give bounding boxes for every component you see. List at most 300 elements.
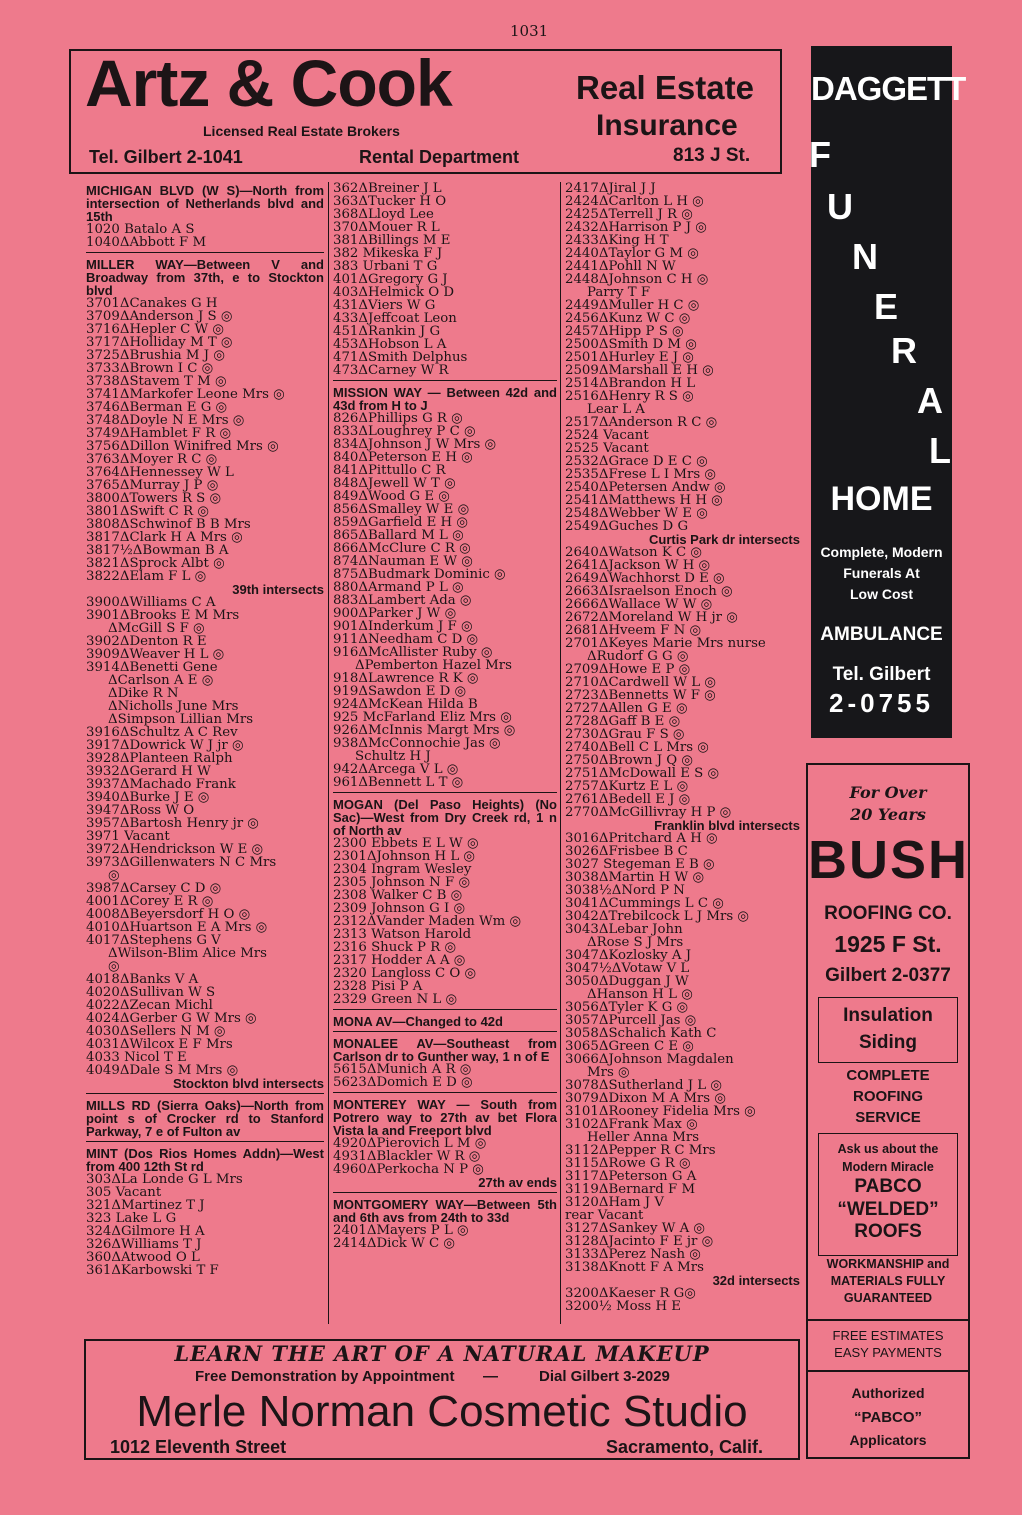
listing-entry: 2514ΔBrandon H L (565, 376, 696, 391)
section-divider (333, 1192, 557, 1193)
listing-entry: 2441ΔPohll N W (565, 259, 676, 274)
listing-entry: 2770ΔMcGillivray H P ◎ (565, 805, 732, 820)
listing-entry: 4008ΔBeyersdorf H O ◎ (86, 907, 251, 922)
listing-entry: 2417ΔJiral J J (565, 181, 656, 196)
listing-entry: 383 Urbani T G (333, 259, 438, 274)
listing-entry: 866ΔMcClure C R ◎ (333, 541, 471, 556)
listing-entry: 3079ΔDixon M A Mrs ◎ (565, 1091, 726, 1106)
listing-entry: 859ΔGarfield E H ◎ (333, 515, 468, 530)
listing-entry: 4931ΔBlackler W R ◎ (333, 1149, 481, 1164)
daggett-home: HOME (830, 480, 933, 518)
listing-entry: 3748ΔDoyle N E Mrs ◎ (86, 413, 245, 428)
listing-entry: 3821ΔSprock Albt ◎ (86, 556, 225, 571)
listing-entry: 938ΔMcConnochie Jas ◎ (333, 736, 501, 751)
listing-entry: 3128ΔJacinto F E jr ◎ (565, 1234, 714, 1249)
intersection-note: Stockton blvd intersects (173, 1076, 324, 1091)
listing-entry: ΔRudorf G G ◎ (587, 649, 689, 664)
listing-entry: 3057ΔPurcell Jas ◎ (565, 1013, 697, 1028)
section-divider (86, 1093, 324, 1094)
listing-entry: 3038½ΔNord P N (565, 883, 685, 898)
street-heading: MONALEE AV—Southeast from Carlson dr to Gunther way, 1 n of E (333, 1036, 557, 1064)
listing-entry: 2672ΔMoreland W H jr ◎ (565, 610, 738, 625)
funeral-letter: R (891, 330, 917, 371)
listing-entry: 3200ΔKaeser R G◎ (565, 1286, 696, 1301)
listing-entry: 303ΔLa Londe G L Mrs (86, 1172, 243, 1187)
listing-entry: 471ΔSmith Delphus (333, 350, 468, 365)
listing-entry: 3928ΔPlanteen Ralph (86, 751, 233, 766)
listing-entry: 875ΔBudmark Dominic ◎ (333, 567, 506, 582)
listing-entry: 363ΔTucker H O (333, 194, 447, 209)
insurance: Insurance (596, 109, 738, 142)
listing-entry: 382 Mikeska F J (333, 246, 443, 261)
intersection-note: 27th av ends (478, 1175, 557, 1190)
bush-ask: Modern Miracle (842, 1160, 934, 1174)
bush-name: BUSH (808, 830, 970, 890)
listing-entry: 3971 Vacant (86, 829, 170, 844)
listing-entry: Mrs ◎ (587, 1065, 630, 1080)
listing-entry: 2728ΔGaff B E ◎ (565, 714, 681, 729)
listing-entry: 3065ΔGreen C E ◎ (565, 1039, 694, 1054)
listing-entry: 4018ΔBanks V A (86, 972, 199, 987)
listing-entry: 3200½ Moss H E (565, 1299, 681, 1314)
listing-entry: ΔMcGill S F ◎ (108, 621, 205, 636)
listing-entry: 3038ΔMartin H W ◎ (565, 870, 705, 885)
bush-workmanship: WORKMANSHIP and (826, 1257, 950, 1271)
listing-entry: 431ΔViers W G (333, 298, 436, 313)
listing-entry: 3957ΔBartosh Henry jr ◎ (86, 816, 259, 831)
listing-entry: 3709ΔAnderson J S ◎ (86, 309, 233, 324)
listing-entry: 2448ΔJohnson C H ◎ (565, 272, 709, 287)
listing-entry: 323 Lake L G (86, 1211, 177, 1226)
listing-entry: 368ΔLloyd Lee (333, 207, 434, 222)
listing-entry: 2532ΔGrace D E C ◎ (565, 454, 708, 469)
artz-cook-logo: Artz & Cook (85, 46, 452, 120)
listing-entry: 4020ΔSullivan W S (86, 985, 216, 1000)
street-heading: MOGAN (Del Paso Heights) (No Sac)—West from Dry Creek rd, 1 n of North av (333, 797, 557, 838)
listing-entry: 3026ΔFrisbee B C (565, 844, 688, 859)
listing-entry: 2313 Watson Harold (333, 927, 472, 942)
listing-entry: 473ΔCarney W R (333, 363, 449, 378)
listing-entry: 3756ΔDillon Winifred Mrs ◎ (86, 439, 279, 454)
listing-entry: 3047½ΔVotaw V L (565, 961, 690, 976)
listing-entry: 834ΔJohnson J W Mrs ◎ (333, 437, 497, 452)
merle-learn: LEARN THE ART OF A NATURAL MAKEUP (174, 1341, 710, 1366)
listing-entry: Lear L A (587, 402, 645, 417)
listing-entry: 2304 Ingram Wesley (333, 862, 472, 877)
listing-entry: 2740ΔBell C L Mrs ◎ (565, 740, 709, 755)
listing-entry: 5623ΔDomich E D ◎ (333, 1075, 473, 1090)
listing-entry: ΔRose S J Mrs (587, 935, 684, 950)
listing-entry: 841ΔPittullo C R (333, 463, 446, 478)
daggett-name: DAGGETT (811, 70, 966, 107)
bush-pabco: ROOFS (854, 1221, 922, 1242)
listing-entry: 961ΔBennett L T ◎ (333, 775, 464, 790)
merle-street: 1012 Eleventh Street (110, 1437, 287, 1457)
artz-cook-ad (69, 46, 782, 174)
listing-entry: ΔSimpson Lillian Mrs (108, 712, 254, 727)
listing-entry: 3808ΔSchwinof B B Mrs (86, 517, 251, 532)
intersection-note: Franklin blvd intersects (654, 818, 800, 833)
funeral-letter: L (929, 430, 951, 471)
listing-entry: 2649ΔWachhorst D E ◎ (565, 571, 725, 586)
listing-entry: 381ΔBillings M E (333, 233, 451, 248)
section-divider (333, 1009, 557, 1010)
listing-entry: 1020 Batalo A S (86, 222, 195, 237)
listing-entry: 900ΔParker J W ◎ (333, 606, 457, 621)
listing-entry: 3917ΔDowrick W J jr ◎ (86, 738, 244, 753)
listing-entry: 3102ΔFrank Max ◎ (565, 1117, 698, 1132)
listing-entry: 3050ΔDuggan J W (565, 974, 689, 989)
listing-entry: 3117ΔPeterson G A (565, 1169, 697, 1184)
bush-roofing-ad (806, 763, 970, 1459)
listing-entry: 4022ΔZecan Michl (86, 998, 213, 1013)
listing-entry: 3701ΔCanakes G H (86, 296, 218, 311)
listing-entry: 4033 Nicol T E (86, 1050, 187, 1065)
listing-entry: 2541ΔMatthews H H ◎ (565, 493, 723, 508)
listing-entry: 2308 Walker C B ◎ (333, 888, 463, 903)
street-heading: MINT (Dos Rios Homes Addn)—West from 400 12th St rd (86, 1146, 324, 1174)
listing-entry: 2432ΔHarrison P J ◎ (565, 220, 707, 235)
listing-entry: 3972ΔHendrickson W E ◎ (86, 842, 264, 857)
listing-entry: 2440ΔTaylor G M ◎ (565, 246, 699, 261)
listing-entry: 3763ΔMoyer R C ◎ (86, 452, 218, 467)
listing-entry: 403ΔHelmick O D (333, 285, 455, 300)
listing-entry: 3901ΔBrooks E M Mrs (86, 608, 240, 623)
bush-authorized: Applicators (849, 1432, 927, 1448)
bush-phone: Gilbert 2-0377 (825, 965, 951, 986)
listing-entry: ΔWilson-Blim Alice Mrs (108, 946, 267, 961)
intersection-note: Curtis Park dr intersects (648, 532, 800, 547)
listing-entry: ΔNicholls June Mrs (108, 699, 239, 714)
listing-entry: 2540ΔPetersen Andw ◎ (565, 480, 726, 495)
divider (808, 1370, 968, 1372)
listing-entry: 2524 Vacant (565, 428, 649, 443)
listing-entry: 3937ΔMachado Frank (86, 777, 236, 792)
listing-entry: 2640ΔWatson K C ◎ (565, 545, 703, 560)
merle-city: Sacramento, Calif. (606, 1437, 764, 1457)
listing-entry: 3042ΔTrebilcock L J Mrs ◎ (565, 909, 749, 924)
listing-entry: 4049ΔDale S M Mrs ◎ (86, 1063, 239, 1078)
artz-address: 813 J St. (673, 145, 751, 166)
listing-entry: 3902ΔDenton R E (86, 634, 207, 649)
listing-entry: 2457ΔHipp P S ◎ (565, 324, 684, 339)
listing-entry: 924ΔMcKean Hilda B (333, 697, 478, 712)
listing-entry: 2666ΔWallace W W ◎ (565, 597, 713, 612)
bush-for-over: For Over (849, 783, 927, 802)
merle-demo: Free Demonstration by Appointment (195, 1368, 455, 1385)
listing-entry: 2757ΔKurtz E L ◎ (565, 779, 689, 794)
listing-entry: 2710ΔCardwell W L ◎ (565, 675, 716, 690)
listing-entry: 4960ΔPerkocha N P ◎ (333, 1162, 484, 1177)
listing-entry: 1040ΔAbbott F M (86, 235, 207, 250)
section-divider (333, 380, 557, 381)
listing-entry: 3817ΔClark H A Mrs ◎ (86, 530, 243, 545)
listing-entry: 3749ΔHamblet F R ◎ (86, 426, 232, 441)
listing-entry: 3765ΔMurray J P ◎ (86, 478, 219, 493)
listing-entry: 2300 Ebbets E L W ◎ (333, 836, 479, 851)
daggett-ambulance: AMBULANCE (820, 624, 943, 645)
listing-entry: 2320 Langloss C O ◎ (333, 966, 477, 981)
listing-entry: 2316 Shuck P R ◎ (333, 940, 457, 955)
listing-entry: 3133ΔPerez Nash ◎ (565, 1247, 701, 1262)
listing-entry: 2751ΔMcDowall E S ◎ (565, 766, 720, 781)
listing-entry: rear Vacant (565, 1208, 644, 1223)
listing-entry: 3041ΔCummings L C ◎ (565, 896, 724, 911)
listing-entry: 4024ΔGerber G W Mrs ◎ (86, 1011, 257, 1026)
street-heading: MILLS RD (Sierra Oaks)—North from point s of Crocker rd to Stanford Parkway, 7 e of Fulton av (86, 1098, 324, 1139)
bush-free: FREE ESTIMATES (832, 1328, 944, 1343)
listing-entry: 3101ΔRooney Fidelia Mrs ◎ (565, 1104, 756, 1119)
merle-dash: — (483, 1368, 498, 1385)
listing-entry: 321ΔMartinez T J (86, 1198, 205, 1213)
listing-entry: 3738ΔStavem T M ◎ (86, 374, 227, 389)
bush-free: EASY PAYMENTS (834, 1345, 942, 1360)
listing-entry: 2312ΔVander Maden Wm ◎ (333, 914, 522, 929)
listing-entry: 3120ΔHam J V (565, 1195, 664, 1210)
listing-entry: 2727ΔAllen G E ◎ (565, 701, 688, 716)
merle-norman-ad (84, 1339, 800, 1460)
listing-entry: 2305 Johnson N F ◎ (333, 875, 471, 890)
section-divider (333, 1031, 557, 1032)
listing-entry: ◎ (108, 868, 120, 883)
listing-entry: 925 McFarland Eliz Mrs ◎ (333, 710, 512, 725)
listing-entry: 4920ΔPierovich L M ◎ (333, 1136, 487, 1151)
listing-entry: 361ΔKarbowski T F (86, 1263, 219, 1278)
listing-entry: ΔDike R N (108, 686, 179, 701)
listing-entry: 2424ΔCarlton L H ◎ (565, 194, 704, 209)
listing-entry: 2535ΔFrese L I Mrs ◎ (565, 467, 716, 482)
listing-entry: 3119ΔBernard F M (565, 1182, 696, 1197)
intersection-note: 39th intersects (232, 582, 324, 597)
listing-entry: 3822ΔElam F L ◎ (86, 569, 207, 584)
listing-entry: 4010ΔHuartson E A Mrs ◎ (86, 920, 268, 935)
daggett-line: Complete, Modern (820, 544, 943, 560)
listing-entry: 2701ΔKeyes Marie Mrs nurse (565, 636, 766, 651)
listing-entry: 3733ΔBrown I C ◎ (86, 361, 214, 376)
real-estate: Real Estate (576, 69, 754, 106)
listing-entry: 3066ΔJohnson Magdalen (565, 1052, 734, 1067)
listing-entry: 874ΔNauman E W ◎ (333, 554, 473, 569)
funeral-letter: U (827, 186, 853, 227)
section-divider (86, 252, 324, 253)
listing-entry: 3764ΔHennessey W L (86, 465, 234, 480)
listing-entry: ΔPemberton Hazel Mrs (355, 658, 512, 673)
bush-complete: SERVICE (855, 1109, 921, 1126)
listing-entry: 2449ΔMuller H C ◎ (565, 298, 700, 313)
street-heading: MONA AV—Changed to 42d (333, 1014, 503, 1029)
listing-entry: Parry T F (587, 285, 651, 300)
listing-entry: 370ΔMouer R L (333, 220, 440, 235)
daggett-line: Funerals At (843, 565, 920, 581)
listing-entry: 2548ΔWebber W E ◎ (565, 506, 708, 521)
listing-entry: 918ΔLawrence R K ◎ (333, 671, 479, 686)
bush-years: 20 Years (850, 805, 926, 824)
listing-entry: 362ΔBreiner J L (333, 181, 442, 196)
listing-entry: 848ΔJewell W T ◎ (333, 476, 456, 491)
listing-entry: 916ΔMcAllister Ruby ◎ (333, 645, 493, 660)
listing-entry: 833ΔLoughrey P C ◎ (333, 424, 476, 439)
listing-entry: 911ΔNeedham C D ◎ (333, 632, 479, 647)
listing-entry: 305 Vacant (86, 1185, 162, 1200)
listing-entry: 3817½ΔBowman B A (86, 543, 229, 558)
street-heading: MONTEREY WAY — South from Potrero way to 27th av bet Flora Vista la and Freeport blvd (333, 1097, 557, 1138)
daggett-line: Low Cost (850, 586, 913, 602)
street-heading: MONTGOMERY WAY—Between 5th and 6th avs from 24th to 33d (333, 1197, 557, 1225)
bush-pabco: PABCO (854, 1176, 922, 1197)
directory-column-2 (333, 182, 557, 1250)
listing-entry: ΔCarlson A E ◎ (108, 673, 214, 688)
listing-entry: 4030ΔSellers N M ◎ (86, 1024, 226, 1039)
street-heading: MILLER WAY—Between V and Broadway from 37th, e to Stockton blvd (86, 257, 324, 298)
bush-siding: Siding (858, 1032, 918, 1053)
daggett-funeral-ad (809, 46, 966, 738)
listing-entry: 919ΔSawdon E D ◎ (333, 684, 467, 699)
rental-department: Rental Department (359, 147, 520, 167)
column-rule (560, 182, 561, 1324)
listing-entry: 2329 Green N L ◎ (333, 992, 458, 1007)
listing-entry: 3138ΔKnott F A Mrs (565, 1260, 704, 1275)
artz-phone: Tel. Gilbert 2-1041 (89, 147, 243, 167)
listing-entry: ◎ (108, 959, 120, 974)
listing-entry: 3725ΔBrushia M J ◎ (86, 348, 225, 363)
listing-entry: 2750ΔBrown J Q ◎ (565, 753, 694, 768)
listing-entry: 3746ΔBerman E G ◎ (86, 400, 228, 415)
street-heading: MICHIGAN BLVD (W S)—North from intersection of Netherlands blvd and 15th (86, 183, 324, 224)
bush-workmanship: MATERIALS FULLY (830, 1274, 946, 1288)
listing-entry: 2301ΔJohnson H L ◎ (333, 849, 476, 864)
listing-entry: 401ΔGregory G J (333, 272, 448, 287)
listing-entry: 3058ΔSchalich Kath C (565, 1026, 717, 1041)
listing-entry: 3716ΔHepler C W ◎ (86, 322, 225, 337)
listing-entry: 826ΔPhillips G R ◎ (333, 411, 463, 426)
listing-entry: 453ΔHobson L A (333, 337, 447, 352)
listing-entry: 3115ΔRowe G R ◎ (565, 1156, 691, 1171)
listing-entry: 2549ΔGuches D G (565, 519, 689, 534)
funeral-letter: A (917, 380, 943, 421)
listing-entry: 3973ΔGillenwaters N C Mrs (86, 855, 277, 870)
listing-entry: 942ΔArcega V L ◎ (333, 762, 459, 777)
daggett-tel: Tel. Gilbert (832, 664, 931, 685)
listing-entry: 865ΔBallard M L ◎ (333, 528, 464, 543)
listing-entry: ΔHanson H L ◎ (587, 987, 693, 1002)
divider (808, 1319, 968, 1321)
listing-entry: 2709ΔHowe E P ◎ (565, 662, 691, 677)
licensed-brokers: Licensed Real Estate Brokers (203, 123, 400, 139)
bush-ask: Ask us about the (837, 1142, 939, 1156)
listing-entry: 2509ΔMarshall E H ◎ (565, 363, 714, 378)
listing-entry: 3127ΔSankey W A ◎ (565, 1221, 706, 1236)
bush-complete: ROOFING (853, 1088, 923, 1105)
bush-complete: COMPLETE (846, 1067, 930, 1084)
listing-entry: Schultz H J (355, 749, 431, 764)
listing-entry: 926ΔMcInnis Margt Mrs ◎ (333, 723, 516, 738)
listing-entry: 451ΔRankin J G (333, 324, 441, 339)
directory-column-1 (86, 182, 324, 1277)
listing-entry: 324ΔGilmore H A (86, 1224, 205, 1239)
listing-entry: 2641ΔJackson W H ◎ (565, 558, 711, 573)
listing-entry: 3987ΔCarsey C D ◎ (86, 881, 222, 896)
column-rule (328, 182, 329, 1324)
listing-entry: 2501ΔHurley E J ◎ (565, 350, 694, 365)
listing-entry: 3914ΔBenetti Gene (86, 660, 218, 675)
listing-entry: 883ΔLambert Ada ◎ (333, 593, 472, 608)
intersection-note: 32d intersects (712, 1273, 800, 1288)
listing-entry: 2500ΔSmith D M ◎ (565, 337, 697, 352)
merle-studio: Merle Norman Cosmetic Studio (136, 1387, 748, 1436)
listing-entry: 2414ΔDick W C ◎ (333, 1236, 455, 1251)
listing-entry: Heller Anna Mrs (587, 1130, 700, 1145)
listing-entry: 2681ΔHveem F N ◎ (565, 623, 702, 638)
listing-entry: 4017ΔStephens G V (86, 933, 221, 948)
listing-entry: 4001ΔCorey E R ◎ (86, 894, 214, 909)
listing-entry: 5615ΔMunich A R ◎ (333, 1062, 472, 1077)
listing-entry: 3016ΔPritchard A H ◎ (565, 831, 718, 846)
section-divider (333, 792, 557, 793)
listing-entry: 2309 Johnson G I ◎ (333, 901, 466, 916)
directory-column-3 (565, 182, 800, 1313)
bush-workmanship: GUARANTEED (843, 1291, 933, 1305)
funeral-letter: E (874, 286, 899, 327)
listing-entry: 360ΔAtwood O L (86, 1250, 200, 1265)
listing-entry: 840ΔPeterson E H ◎ (333, 450, 473, 465)
listing-entry: 856ΔSmalley W E ◎ (333, 502, 470, 517)
listing-entry: 2663ΔIsraelson Enoch ◎ (565, 584, 733, 599)
section-divider (333, 1092, 557, 1093)
listing-entry: 326ΔWilliams T J (86, 1237, 202, 1252)
bush-pabco: “WELDED” (837, 1199, 939, 1220)
listing-entry: 2317 Hodder A A ◎ (333, 953, 466, 968)
listing-entry: 3947ΔRoss W O (86, 803, 195, 818)
listing-entry: 3909ΔWeaver H L ◎ (86, 647, 225, 662)
listing-entry: 3078ΔSutherland J L ◎ (565, 1078, 722, 1093)
bush-address: 1925 F St. (834, 931, 942, 957)
listing-entry: 2425ΔTerrell J R ◎ (565, 207, 693, 222)
page-number: 1031 (510, 22, 549, 40)
listing-entry: 3932ΔGerard H W (86, 764, 211, 779)
listing-entry: 2517ΔAnderson R C ◎ (565, 415, 718, 430)
section-divider (86, 1141, 324, 1142)
listing-entry: 2730ΔGrau F S ◎ (565, 727, 685, 742)
listing-entry: 3112ΔPepper R C Mrs (565, 1143, 716, 1158)
listing-entry: 3741ΔMarkofer Leone Mrs ◎ (86, 387, 285, 402)
bush-authorized: Authorized (851, 1385, 925, 1401)
merle-dial: Dial Gilbert 3-2029 (539, 1368, 670, 1385)
listing-entry: 3043ΔLebar John (565, 922, 683, 937)
funeral-letter: N (852, 236, 878, 277)
street-heading: MISSION WAY — Between 42d and 43d from H to J (333, 385, 557, 413)
listing-entry: 901ΔInderkum J F ◎ (333, 619, 473, 634)
listing-entry: 433ΔJeffcoat Leon (333, 311, 457, 326)
listing-entry: 3047ΔKozlosky A J (565, 948, 692, 963)
listing-entry: 2761ΔBedell E J ◎ (565, 792, 691, 807)
listing-entry: 3940ΔBurke J E ◎ (86, 790, 210, 805)
funeral-letter: F (809, 134, 831, 175)
listing-entry: 4031ΔWilcox E F Mrs (86, 1037, 233, 1052)
listing-entry: 2328 Pisi P A (333, 979, 423, 994)
listing-entry: 3801ΔSwift C R ◎ (86, 504, 209, 519)
bush-authorized: “PABCO” (853, 1409, 923, 1426)
listing-entry: 3900ΔWilliams C A (86, 595, 216, 610)
listing-entry: 2401ΔMayers P L ◎ (333, 1223, 469, 1238)
bush-insulation: Insulation (843, 1005, 933, 1026)
listing-entry: 3717ΔHolliday M T ◎ (86, 335, 233, 350)
listing-entry: 2433ΔKing H T (565, 233, 669, 248)
listing-entry: 3800ΔTowers R S ◎ (86, 491, 222, 506)
listing-entry: 2525 Vacant (565, 441, 649, 456)
listing-entry: 2516ΔHenry R S ◎ (565, 389, 694, 404)
listing-entry: 3916ΔSchultz A C Rev (86, 725, 238, 740)
daggett-number: 2-0755 (829, 688, 934, 718)
